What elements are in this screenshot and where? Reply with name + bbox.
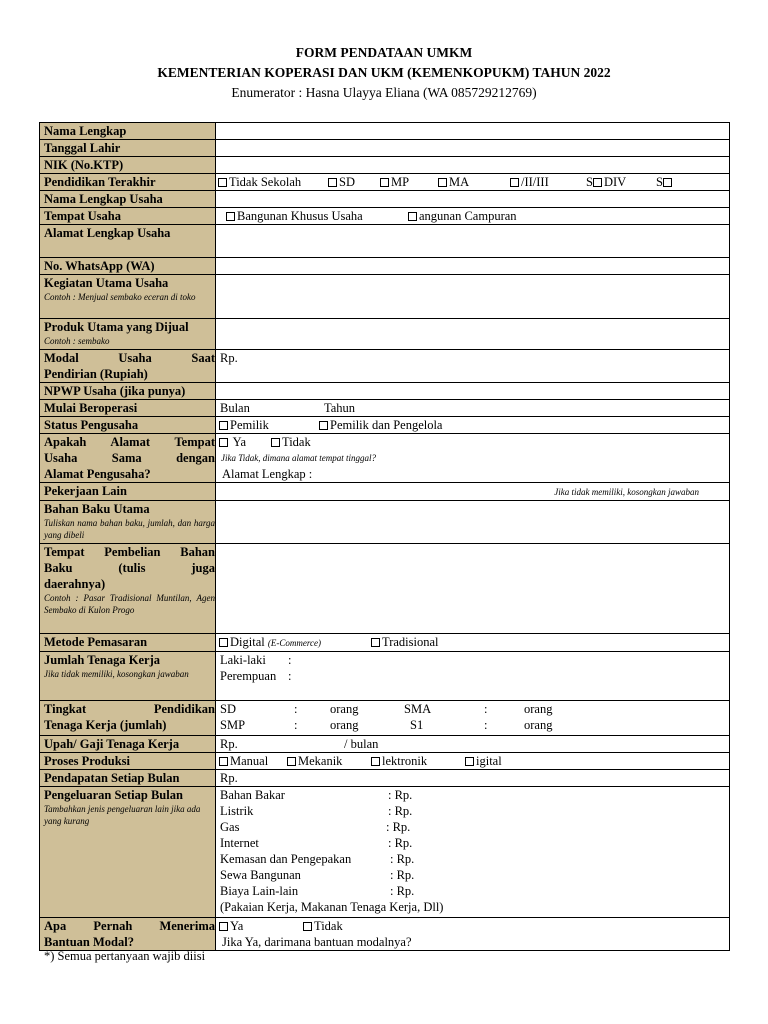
form-title: FORM PENDATAAN UMKM [295, 45, 473, 60]
bahan-hint: Tuliskan nama bahan baku, jumlah, dan harga yang dibeli [44, 518, 215, 540]
option-pemilik-pengelola: Pemilik dan Pengelola [330, 418, 443, 432]
option-sma: MA [449, 175, 470, 189]
apakah-line2: Usaha Sama dengan [44, 451, 215, 465]
tk-s1-colon: : [484, 718, 488, 732]
field-apakah-alamat [216, 434, 730, 483]
pengeluaran-lain: Biaya Lain-lain [220, 884, 299, 898]
option-bantuan-ya: Ya [230, 919, 244, 933]
label-modal [40, 350, 216, 383]
option-digital-proses: igital [476, 754, 502, 768]
apakah-line1: Apakah Alamat Tempat [44, 435, 215, 449]
pengeluaran-bahan-bakar: Bahan Bakar [220, 788, 285, 802]
tingkat-line1: Tingkat Pendidikan [44, 702, 215, 716]
option-tidak-sekolah: Tidak Sekolah [229, 175, 302, 189]
checkbox-pemilik[interactable] [219, 421, 228, 430]
field-nama-lengkap[interactable] [216, 123, 730, 140]
option-sd: SD [339, 175, 355, 189]
bantuan-asal-field[interactable]: Jika Ya, darimana bantuan modalnya? [222, 935, 412, 949]
field-proses-produksi [216, 753, 730, 770]
produk-title: Produk Utama yang Dijual [44, 320, 189, 334]
tk-sma-colon: : [484, 702, 488, 716]
tk-smp-label: SMP [220, 718, 246, 732]
label-pendapatan: Pendapatan Setiap Bulan [40, 770, 216, 787]
label-whatsapp: No. WhatsApp (WA) [40, 258, 216, 275]
checkbox-s1[interactable] [593, 178, 602, 187]
field-tempat-pembelian[interactable] [216, 544, 730, 634]
pengeluaran-gas: Gas [220, 820, 240, 834]
option-digital-note: (E-Commerce) [267, 638, 321, 648]
label-kegiatan-utama [40, 275, 216, 319]
field-nama-usaha[interactable] [216, 191, 730, 208]
option-bangunan-khusus: Bangunan Khusus Usaha [237, 209, 363, 223]
pengeluaran-lain-note: (Pakaian Kerja, Makanan Tenaga Kerja, Dll) [220, 900, 444, 914]
form-subtitle: KEMENTERIAN KOPERASI DAN UKM (KEMENKOPUKM) TAHUN 2022 [157, 65, 611, 80]
option-bangunan-campuran: angunan Campuran [419, 209, 517, 223]
pekerjaan-note: Jika tidak memiliki, kosongkan jawaban [554, 487, 699, 497]
bahan-title: Bahan Baku Utama [44, 502, 150, 516]
tk-s1-label: S1 [410, 718, 424, 732]
field-modal[interactable]: Rp. [216, 350, 730, 383]
enumerator-line: Enumerator : Hasna Ulayya Eliana (WA 085729212769) [231, 85, 537, 100]
kegiatan-hint: Contoh : Menjual sembako eceran di toko [44, 292, 196, 302]
checkbox-sma[interactable] [438, 178, 447, 187]
field-nik[interactable] [216, 157, 730, 174]
checkbox-bantuan-ya[interactable] [219, 922, 228, 931]
checkbox-digital-proses[interactable] [465, 757, 474, 766]
label-alamat-usaha: Alamat Lengkap Usaha [40, 225, 216, 258]
modal-line1: Modal Usaha Saat [44, 351, 215, 365]
label-tempat-usaha: Tempat Usaha [40, 208, 216, 225]
produk-hint: Contoh : sembako [44, 336, 110, 346]
option-alamat-tidak: Tidak [282, 435, 311, 449]
label-metode-pemasaran: Metode Pemasaran [40, 634, 216, 652]
option-smp: MP [391, 175, 410, 189]
label-pekerjaan-lain: Pekerjaan Lain [40, 483, 216, 501]
tk-smp-colon: : [294, 718, 298, 732]
label-jumlah-tenaga-kerja [40, 652, 216, 701]
label-mulai-beroperasi: Mulai Beroperasi [40, 400, 216, 417]
upah-rp: Rp. [220, 737, 238, 751]
pengeluaran-sewa: Sewa Bangunan [220, 868, 301, 882]
kegiatan-title: Kegiatan Utama Usaha [44, 276, 169, 290]
checkbox-tidak-sekolah[interactable] [218, 178, 227, 187]
jumlah-title: Jumlah Tenaga Kerja [44, 653, 160, 667]
laki-laki-label: Laki-laki [220, 653, 266, 667]
checkbox-sd[interactable] [328, 178, 337, 187]
field-tingkat-pendidikan[interactable] [216, 701, 730, 736]
field-upah[interactable] [216, 736, 730, 753]
tempat-beli-hint: Contoh : Pasar Tradisional Muntilan, Agen Sembako di Kulon Progo [44, 593, 215, 615]
field-jumlah-tenaga-kerja[interactable] [216, 652, 730, 701]
field-metode-pemasaran [216, 634, 730, 652]
apakah-line3: Alamat Pengusaha? [44, 467, 151, 481]
label-upah: Upah/ Gaji Tenaga Kerja [40, 736, 216, 753]
field-tempat-usaha [216, 208, 730, 225]
pengeluaran-internet: Internet [220, 836, 259, 850]
pengeluaran-rp: : Rp. [386, 820, 411, 834]
option-diploma: /II/III [521, 175, 549, 189]
tk-sma-label: SMA [404, 702, 432, 716]
checkbox-tradisional[interactable] [371, 638, 380, 647]
checkbox-diploma[interactable] [510, 178, 519, 187]
checkbox-alamat-tidak[interactable] [271, 438, 280, 447]
label-apakah-alamat [40, 434, 216, 483]
pengeluaran-rp: : Rp. [390, 852, 415, 866]
field-npwp[interactable] [216, 383, 730, 400]
option-manual: Manual [230, 754, 269, 768]
checkbox-smp[interactable] [380, 178, 389, 187]
tk-sma-orang: orang [524, 702, 553, 716]
pengeluaran-hint: Tambahkan jenis pengeluaran lain jika ada yang kurang [44, 804, 201, 826]
label-npwp: NPWP Usaha (jika punya) [40, 383, 216, 400]
option-alamat-ya: Ya [232, 435, 246, 449]
field-whatsapp[interactable] [216, 258, 730, 275]
label-proses-produksi: Proses Produksi [40, 753, 216, 770]
option-s1: DIV [603, 175, 627, 189]
label-status-pengusaha: Status Pengusaha [40, 417, 216, 434]
alamat-tinggal-note: Jika Tidak, dimana alamat tempat tinggal? [221, 453, 376, 463]
label-tempat-pembelian [40, 544, 216, 634]
checkbox-manual[interactable] [219, 757, 228, 766]
option-elektronik: lektronik [382, 754, 428, 768]
pengeluaran-kemasan: Kemasan dan Pengepakan [220, 852, 352, 866]
tk-sd-orang: orang [330, 702, 359, 716]
checkbox-mekanik[interactable] [287, 757, 296, 766]
pengeluaran-title: Pengeluaran Setiap Bulan [44, 788, 183, 802]
pengeluaran-rp: : Rp. [388, 804, 413, 818]
label-nama-usaha: Nama Lengkap Usaha [40, 191, 216, 208]
option-s2: S [656, 175, 663, 189]
pengeluaran-rp: : Rp. [388, 836, 413, 850]
checkbox-alamat-ya[interactable] [219, 438, 228, 447]
label-produk-utama [40, 319, 216, 350]
checkbox-bantuan-tidak[interactable] [303, 922, 312, 931]
checkbox-digital[interactable] [219, 638, 228, 647]
option-tradisional: Tradisional [382, 635, 439, 649]
option-mekanik: Mekanik [298, 754, 343, 768]
label-tingkat-pendidikan [40, 701, 216, 736]
modal-line2: Pendirian (Rupiah) [44, 367, 148, 381]
checkbox-bangunan-campuran[interactable] [408, 212, 417, 221]
tk-sd-colon: : [294, 702, 298, 716]
bantuan-line2: Bantuan Modal? [44, 935, 134, 949]
field-status-pengusaha [216, 417, 730, 434]
field-pekerjaan-lain[interactable] [216, 483, 730, 501]
label-pengeluaran [40, 787, 216, 918]
option-pemilik: Pemilik [230, 418, 269, 432]
bulan-label: Bulan [220, 401, 250, 415]
field-pendapatan[interactable]: Rp. [216, 770, 730, 787]
checkbox-s2[interactable] [663, 178, 672, 187]
pengeluaran-listrik: Listrik [220, 804, 254, 818]
field-alamat-usaha[interactable] [216, 225, 730, 258]
pengeluaran-rp: : Rp. [390, 868, 415, 882]
field-tanggal-lahir[interactable] [216, 140, 730, 157]
tempat-beli-line2: Baku (tulis juga [44, 561, 215, 575]
field-kegiatan-utama[interactable] [216, 275, 730, 319]
perempuan-colon: : [288, 669, 292, 683]
field-mulai-beroperasi[interactable] [216, 400, 730, 417]
field-produk-utama[interactable] [216, 319, 730, 350]
label-bahan-baku [40, 501, 216, 544]
alamat-lengkap-field[interactable]: Alamat Lengkap : [222, 467, 313, 481]
bantuan-line1: Apa Pernah Menerima [44, 919, 215, 933]
tempat-beli-line3: daerahnya) [44, 577, 106, 591]
label-nama-lengkap: Nama Lengkap [40, 123, 216, 140]
checkbox-bangunan-khusus[interactable] [226, 212, 235, 221]
perempuan-label: Perempuan [220, 669, 277, 683]
option-s1-prefix: S [586, 175, 593, 189]
tk-smp-orang: orang [330, 718, 359, 732]
pengeluaran-rp: : Rp. [388, 788, 413, 802]
umkm-form-table [39, 122, 730, 951]
option-digital: Digital [230, 635, 265, 649]
upah-bulan: / bulan [344, 737, 379, 751]
pengeluaran-rp: : Rp. [390, 884, 415, 898]
checkbox-elektronik[interactable] [371, 757, 380, 766]
label-pendidikan: Pendidikan Terakhir [40, 174, 216, 191]
checkbox-pemilik-pengelola[interactable] [319, 421, 328, 430]
laki-laki-colon: : [288, 653, 292, 667]
tingkat-line2: Tenaga Kerja (jumlah) [44, 718, 167, 732]
field-pengeluaran[interactable] [216, 787, 730, 918]
label-nik: NIK (No.KTP) [40, 157, 216, 174]
tempat-beli-line1: Tempat Pembelian Bahan [44, 545, 215, 559]
jumlah-hint: Jika tidak memiliki, kosongkan jawaban [44, 669, 189, 679]
label-tanggal-lahir: Tanggal Lahir [40, 140, 216, 157]
field-pendidikan [216, 174, 730, 191]
label-bantuan-modal [40, 918, 216, 951]
tk-s1-orang: orang [524, 718, 553, 732]
field-bahan-baku[interactable] [216, 501, 730, 544]
field-bantuan-modal [216, 918, 730, 951]
tk-sd-label: SD [220, 702, 236, 716]
footer-note: *) Semua pertanyaan wajib diisi [44, 949, 206, 963]
tahun-label: Tahun [324, 401, 356, 415]
option-bantuan-tidak: Tidak [314, 919, 343, 933]
